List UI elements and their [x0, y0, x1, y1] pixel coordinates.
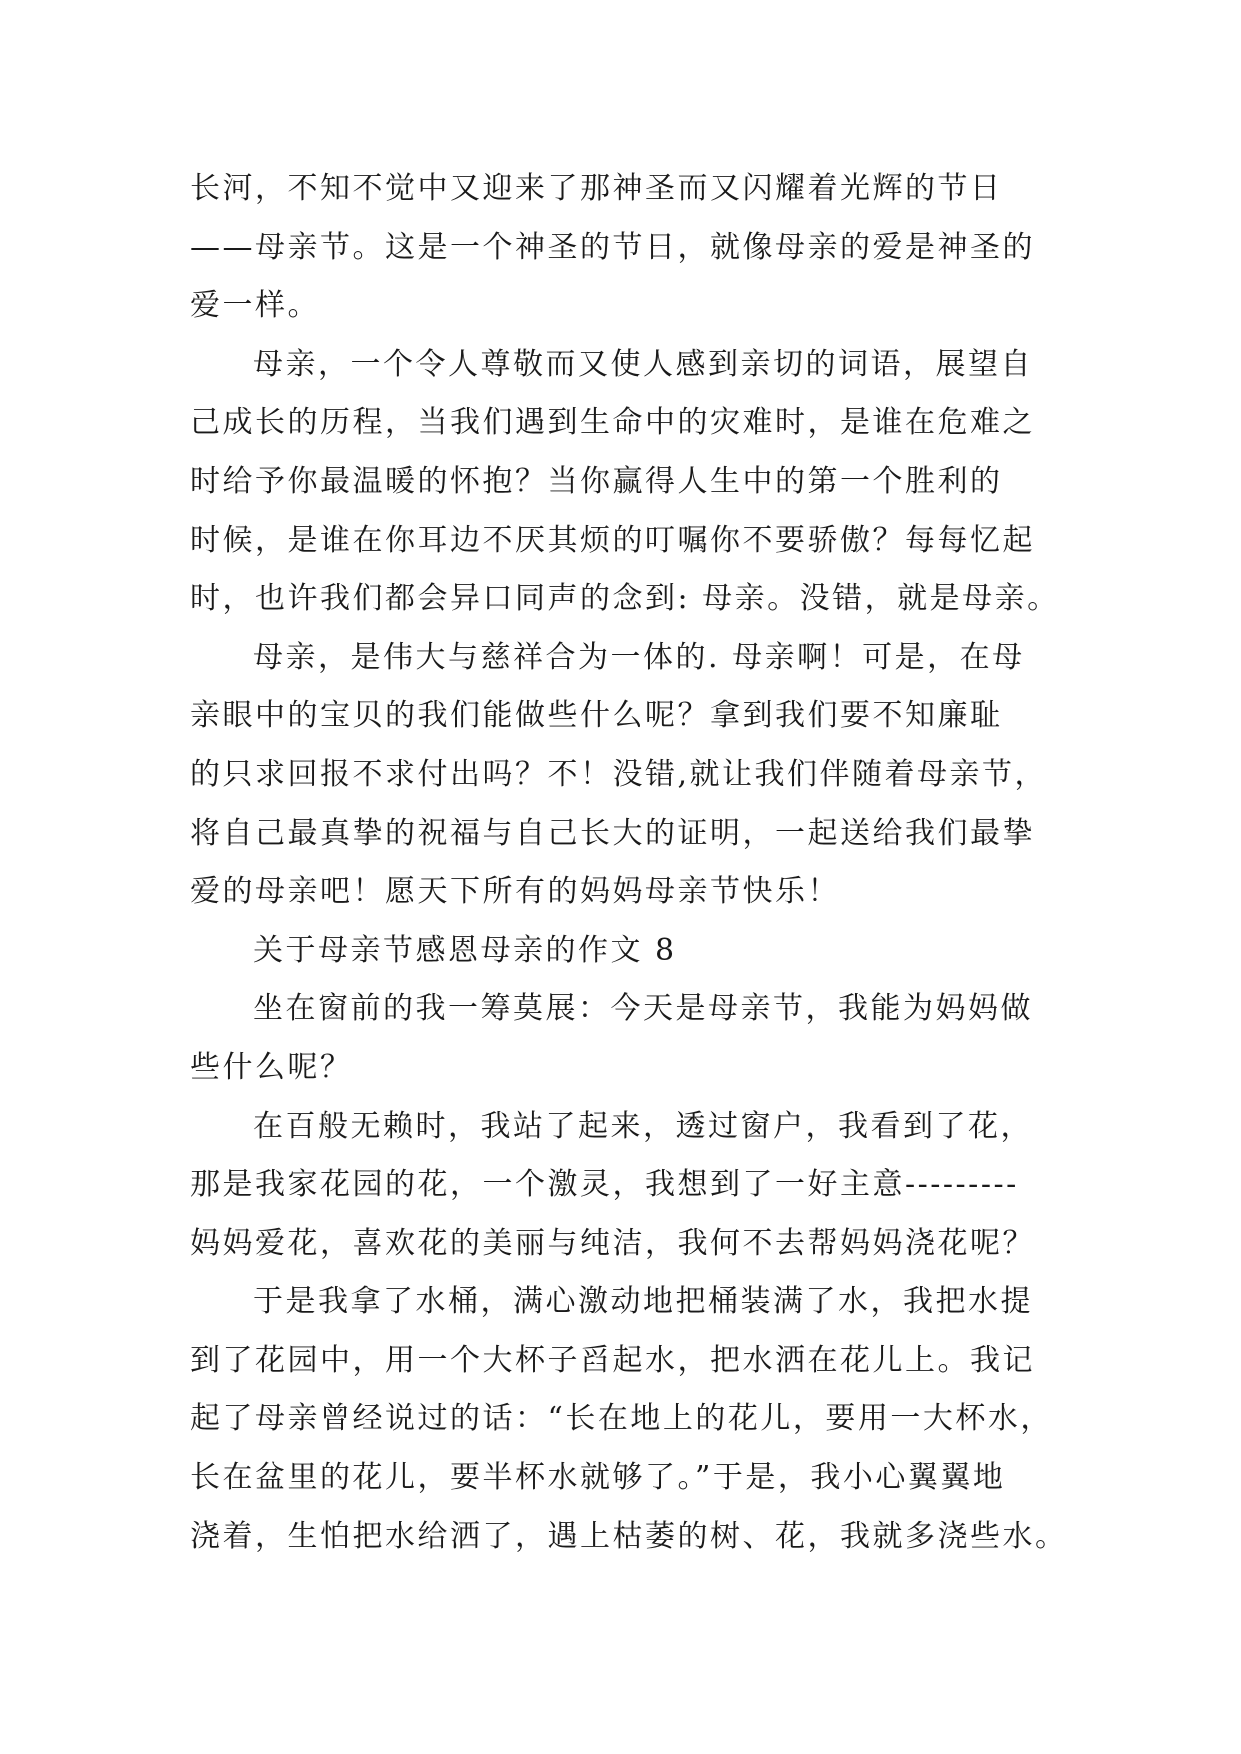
text-line: 坐在窗前的我一筹莫展：今天是母亲节，我能为妈妈做: [253, 991, 1033, 1027]
text-line: 长河，不知不觉中又迎来了那神圣而又闪耀着光辉的节日: [190, 171, 1003, 206]
text-line: 起了母亲曾经说过的话：“长在地上的花儿，要用一大杯水，: [190, 1401, 1053, 1437]
text-line: 于是我拿了水桶，满心激动地把桶装满了水，我把水提: [253, 1284, 1033, 1320]
text-line: 浇着，生怕把水给洒了，遇上枯萎的树、花，我就多浇些水。: [190, 1518, 1068, 1554]
text-line: 那是我家花园的花，一个激灵，我想到了一好主意---------: [190, 1167, 1019, 1203]
section-heading: 关于母亲节感恩母亲的作文 8: [253, 932, 677, 968]
text-line: 爱的母亲吧！愿天下所有的妈妈母亲节快乐！: [190, 874, 840, 910]
text-line: 些什么呢？: [190, 1049, 353, 1085]
body-text: [190, 160, 1070, 1566]
text-line: 在百般无赖时，我站了起来，透过窗户，我看到了花，: [253, 1108, 1033, 1144]
text-line: 到了花园中，用一个大杯子舀起水，把水洒在花儿上。我记: [190, 1342, 1035, 1378]
text-line: 母亲，一个令人尊敬而又使人感到亲切的词语，展望自: [253, 346, 1033, 382]
text-line: 的只求回报不求付出吗？不！没错,就让我们伴随着母亲节，: [190, 756, 1048, 792]
text-line: 爱一样。: [190, 288, 320, 324]
text-line: 时给予你最温暖的怀抱？当你赢得人生中的第一个胜利的: [190, 463, 1003, 499]
text-line: 长在盆里的花儿，要半杯水就够了。”于是，我小心翼翼地: [190, 1460, 1006, 1496]
text-line: 母亲，是伟大与慈祥合为一体的. 母亲啊！可是，在母: [253, 639, 1025, 675]
text-line: 时，也许我们都会异口同声的念到: 母亲。没错，就是母亲。: [190, 581, 1060, 617]
text-line: ——母亲节。这是一个神圣的节日，就像母亲的爱是神圣的: [190, 229, 1035, 265]
text-line: 时候，是谁在你耳边不厌其烦的叮嘱你不要骄傲？每每忆起: [190, 522, 1035, 558]
text-line: 亲眼中的宝贝的我们能做些什么呢？拿到我们要不知廉耻: [190, 698, 1003, 734]
text-line: 将自己最真挚的祝福与自己长大的证明，一起送给我们最挚: [190, 815, 1035, 851]
text-line: 妈妈爱花，喜欢花的美丽与纯洁，我何不去帮妈妈浇花呢？: [190, 1225, 1035, 1261]
text-line: 己成长的历程，当我们遇到生命中的灾难时，是谁在危难之: [190, 405, 1035, 441]
